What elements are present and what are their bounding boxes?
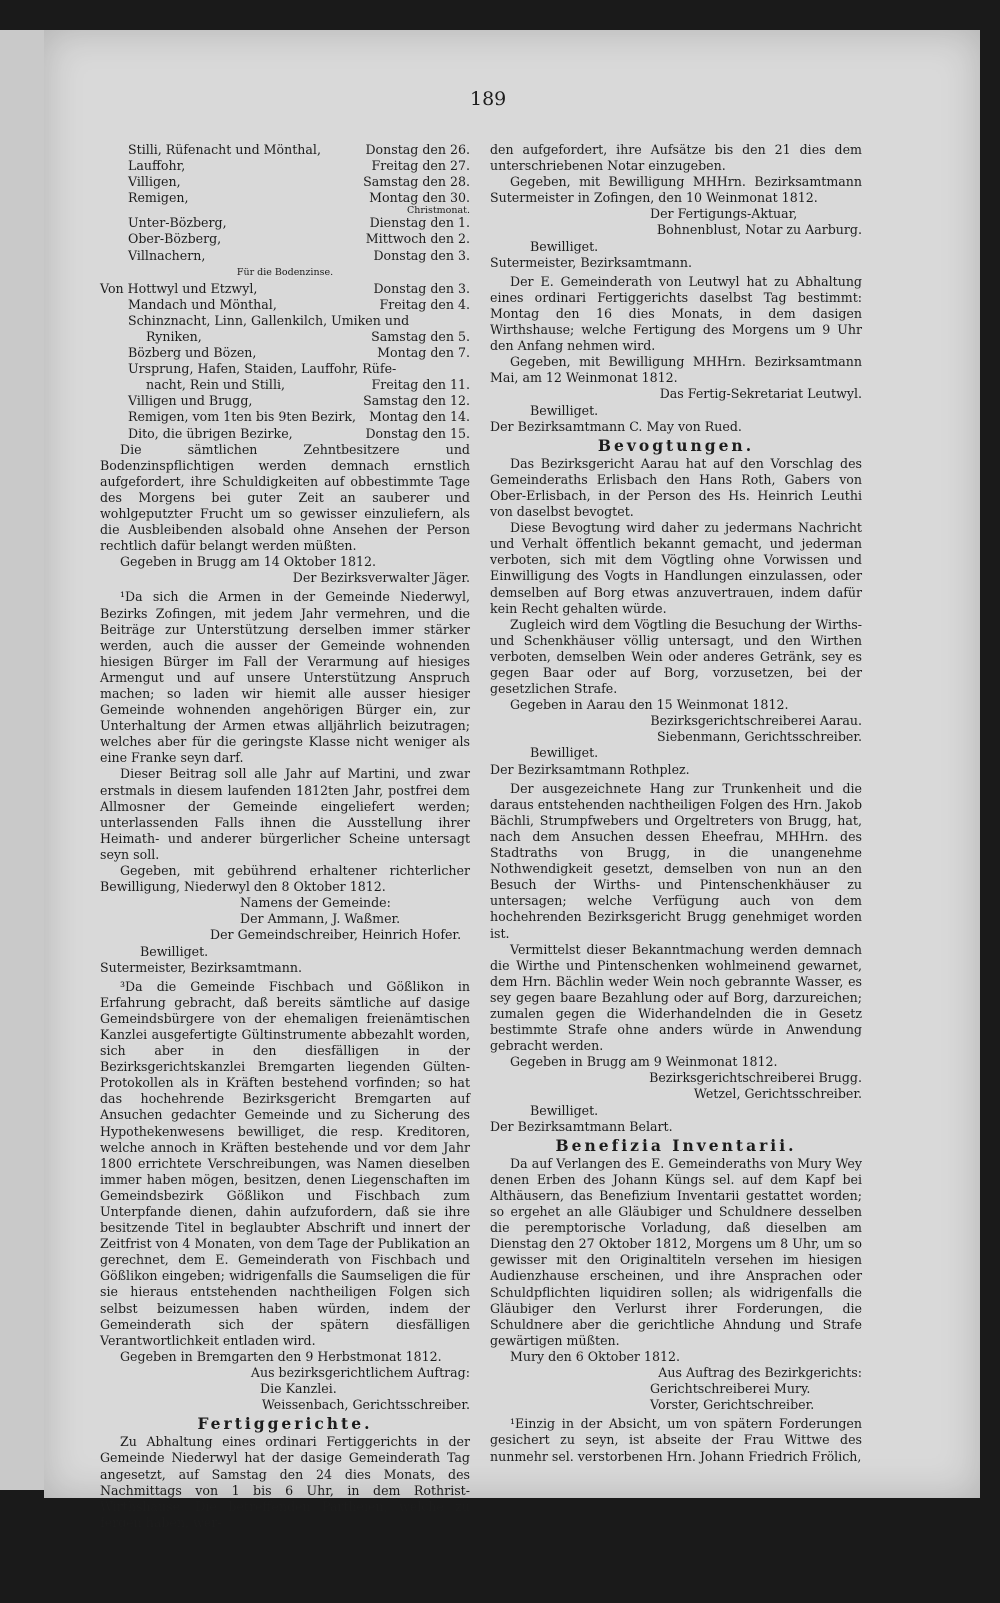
schedule-row: Mandach und Mönthal, Freitag den 4. — [128, 296, 470, 312]
schedule-row: Villnachern, Donstag den 3. — [128, 247, 470, 263]
signature: Die Kanzlei. — [260, 1381, 337, 1397]
signature: Der Bezirksverwalter Jäger. — [292, 570, 470, 586]
date-line: Gegeben, mit Bewilligung MHHrn. Bezirksamtmann Sutermeister in Zofingen, den 10 Weinmonat 1812. — [490, 174, 862, 206]
schedule-row: Villigen und Brugg, Samstag den 12. — [128, 393, 470, 409]
signature: Namens der Gemeinde: — [240, 895, 391, 911]
notice-paragraph: ³Da die Gemeinde Fischbach und Gößlikon in Erfahrung gebracht, daß bereits sämtliche auf dasige Gemeindsbürgere von der ehemaligen freienämtischen Kanzlei ausgefertigte Gültinstrumente abbezahlt worden, sich aber in den diesfälligen in der Bezirksgerichtskanzlei Bremgarten liegenden Gülten-Protokollen als in Kräften bestehend vorfinden; so hat das hochehrende Bezirksgericht Bremgarten auf Ansuchen gedachter Gemeinde und zu Sicherung des Hypothekenwesens bewilliget, die resp. Kreditoren, welche annoch in Kräften bestehende und vor dem Jahr 1800 errichtete Verschreibungen, was Namen dieselben immer haben mögen, besitzen, denen Liegenschaften im Gemeindsbezirk Gößlikon und Fischbach zum Unterpfande dienen, dahin aufzufordern, daß sie ihre besitzende Titel in beglaubter Abschrift und innert der Zeitfrist von 4 Monaten, von dem Tage der Publikation an gerechnet, dem E. Gemeinderath von Fischbach und Gößlikon eingeben; widrigenfalls die Saumseligen die für sie hieraus entstehenden nachtheiligen Folgen sich selbst beizumessen haben würden, indem der Gemeinderath sich der spätern diesfälligen Verantwortlichkeit entladen wird. — [100, 978, 470, 1348]
section-heading: Fertiggerichte. — [197, 1414, 373, 1434]
date-line: Gegeben, mit Bewilligung MHHrn. Bezirksamtmann Mai, am 12 Weinmonat 1812. — [490, 354, 862, 386]
date-line: Gegeben, mit gebührend erhaltener richterlicher Bewilligung, Niederwyl den 8 Oktober 1812. — [100, 863, 470, 895]
signature: Weissenbach, Gerichtsschreiber. — [261, 1397, 470, 1413]
schedule-row: nacht, Rein und Stilli, Freitag den 11. — [146, 377, 470, 393]
schedule-row: Unter-Bözberg, Dienstag den 1. — [128, 215, 470, 231]
schedule-row: Ryniken, Samstag den 5. — [146, 328, 470, 344]
notice-paragraph: ¹Einzig in der Absicht, um von spätern Forderungen gesichert zu seyn, ist abseite der Frau Wittwe des nunmehr sel. verstorbenen Hrn. Johann Friedrich Frölich, — [490, 1416, 862, 1464]
signature: Siebenmann, Gerichtsschreiber. — [657, 729, 862, 745]
date-line: Gegeben in Bremgarten den 9 Herbstmonat 1812. — [120, 1348, 442, 1364]
approval: Bewilliget. — [530, 745, 599, 761]
signature: Vorster, Gerichtschreiber. — [650, 1397, 815, 1413]
signature: Wetzel, Gerichtsschreiber. — [693, 1086, 862, 1102]
date-line: Gegeben in Aarau den 15 Weinmonat 1812. — [510, 697, 789, 713]
schedule-row: Stilli, Rüfenacht und Mönthal, Donstag den 26. — [128, 142, 470, 157]
schedule-list-2 — [100, 281, 470, 442]
notice-paragraph: Vermittelst dieser Bekanntmachung werden demnach die Wirthe und Pintenschenken wohlmeinend gewarnet, dem Hrn. Bächlin weder Wein noch gebrannte Wasser, es sey gegen baare Bezahlung oder auf Borg, darzureichen; zumalen gegen die Widerhandelnden die in Gesetz bestimmte Strafe ohne anders würde in Anwendung gebracht werden. — [490, 941, 862, 1054]
schedule-list-1 — [100, 142, 470, 264]
previous-page-edge — [0, 30, 50, 1490]
notice-paragraph: Zugleich wird dem Vögtling die Besuchung der Wirths- und Schenkhäuser völlig untersagt, und den Wirthen verboten, demselben Wein oder anderes Getränk, sey es gegen Baar oder auf Borg, vorzusetzen, bei der gesetzlichen Strafe. — [490, 616, 862, 697]
date-line: Gegeben in Brugg am 9 Weinmonat 1812. — [510, 1054, 778, 1070]
notice-paragraph: Die sämtlichen Zehntbesitzere und Bodenzinspflichtigen werden demnach ernstlich aufgefordert, ihre Schuldigkeiten auf obbestimmte Tage des Morgens bei guter Zeit an sauberer und wohlgeputzter Frucht um so gewisser einzuliefern, als die Ausbleibenden alsobald ohne Ansehen der Person rechtlich dafür belangt werden müßten. — [100, 441, 470, 554]
date-line: Gegeben in Brugg am 14 Oktober 1812. — [120, 554, 376, 570]
section-heading: Benefizia Inventarii. — [555, 1135, 797, 1155]
signature: Bohnenblust, Notar zu Aarburg. — [656, 222, 862, 238]
left-column — [100, 142, 470, 1531]
schedule-row: Ober-Bözberg, Mittwoch den 2. — [128, 231, 470, 247]
page-number: 189 — [470, 88, 507, 110]
notice-paragraph: den aufgefordert, ihre Aufsätze bis den 21 dies dem unterschriebenen Notar einzugeben. — [490, 142, 862, 174]
schedule-row: Dito, die übrigen Bezirke, Donstag den 15. — [128, 425, 470, 441]
schedule-row-text: Ursprung, Hafen, Staiden, Lauffohr, Rüfe- — [128, 361, 397, 377]
section-subtitle: Für die Bodenzinse. — [236, 266, 334, 278]
schedule-row: Bözberg und Bözen, Montag den 7. — [128, 345, 470, 361]
signature: Der Bezirksamtmann Belart. — [490, 1118, 673, 1134]
right-column — [490, 142, 862, 1465]
schedule-row: Remigen, Montag den 30. — [128, 190, 470, 206]
notice-paragraph: Zu Abhaltung eines ordinari Fertiggerichts in der Gemeinde Niederwyl hat der dasige Gemeinderath Tag angesetzt, auf Samstag den 24 dies Monats, des Nachmittags von 1 bis 6 Uhr, in dem Rothrist-Wirthshause. Die betreffenden Partheien, welche zu fergen haben, wer- — [100, 1434, 470, 1530]
signature: Der Bezirksamtmann Rothplez. — [490, 761, 690, 777]
approval: Bewilliget. — [530, 238, 599, 254]
month-label: Christmonat. — [406, 205, 470, 217]
notice-paragraph: Der ausgezeichnete Hang zur Trunkenheit und die daraus entstehenden nachtheiligen Folgen des Hrn. Jakob Bächli, Strumpfwebers und Orgeltreters von Brugg, hat, nach dem Ansuchen dessen Eheefrau, MHHrn. des Stadtraths von Brugg, in die unangenehme Nothwendigkeit gesetzt, demselben von nun an den Besuch der Wirths- und Pintenschenkhäuser zu untersagen; welche Verfügung auch von dem hochehrenden Bezirksgericht Brugg genehmiget worden ist. — [490, 780, 862, 941]
signature: Das Fertig-Sekretariat Leutwyl. — [659, 386, 862, 402]
date-line: Mury den 6 Oktober 1812. — [510, 1348, 680, 1364]
section-heading: Bevogtungen. — [597, 435, 755, 455]
schedule-row: Remigen, vom 1ten bis 9ten Bezirk, Montag den 14. — [128, 409, 470, 425]
signature: Sutermeister, Bezirksamtmann. — [100, 959, 302, 975]
schedule-row: Lauffohr, Freitag den 27. — [128, 158, 470, 174]
notice-paragraph: Der E. Gemeinderath von Leutwyl hat zu Abhaltung eines ordinari Fertiggerichts daselbst Tag bestimmt: Montag den 16 dies Monats, in dem dasigen Wirthshause; welche Fertigung des Morgens um 9 Uhr den Anfang nehmen wird. — [490, 273, 862, 354]
notice-paragraph: Diese Bevogtung wird daher zu jedermans Nachricht und Verhalt öffentlich bekannt gemacht, und jederman verboten, sich mit dem Vögtling ohne Vorwissen und Einwilligung des Vogts in Handlungen einzulassen, oder demselben auf Borg etwas anzuvertrauen, indem dafür kein Recht gehalten würde. — [490, 520, 862, 616]
signature: Aus bezirksgerichtlichem Auftrag: — [250, 1364, 470, 1380]
notice-paragraph: Dieser Beitrag soll alle Jahr auf Martini, und zwar erstmals in diesem laufenden 1812ten Jahr, postfrei dem Allmosner der Gemeinde eingeliefert werden; unterlassenden Falls ihnen die Ausstellung ihrer Heimath- und anderer bürgerlicher Scheine untersagt seyn soll. — [100, 766, 470, 862]
notice-paragraph: Das Bezirksgericht Aarau hat auf den Vorschlag des Gemeinderaths Erlisbach den Hans Roth, Gabers von Ober-Erlisbach, in der Person des Hs. Heinrich Leuthi von daselbst bevogtet. — [490, 455, 862, 520]
signature: Der Fertigungs-Aktuar, — [650, 206, 798, 222]
approval: Bewilliget. — [140, 943, 209, 959]
approval: Bewilliget. — [530, 402, 599, 418]
signature: Bezirksgerichtschreiberei Aarau. — [650, 713, 862, 729]
signature: Der Ammann, J. Waßmer. — [240, 911, 401, 927]
approval: Bewilliget. — [530, 1102, 599, 1118]
notice-paragraph: Da auf Verlangen des E. Gemeinderaths von Mury Wey denen Erben des Johann Küngs sel. auf dem Kapf bei Althäusern, das Benefizium Inventarii gestattet worden; so ergehet an alle Gläubiger und Schuldnere desselben die peremptorische Vorladung, daß dieselben am Dienstag den 27 Oktober 1812, Morgens um 8 Uhr, um so gewisser mit den Originaltiteln versehen im hiesigen Audienzhause erscheinen, und ihre Ansprachen oder Schuldpflichten liquidiren sollen; als widrigenfalls die Gläubiger den Verlurst ihrer Forderungen, die Schuldnere aber die gerichtliche Ahndung und Strafe gewärtigen müßten. — [490, 1155, 862, 1348]
signature: Bezirksgerichtschreiberei Brugg. — [649, 1070, 862, 1086]
signature: Der Bezirksamtmann C. May von Rued. — [490, 418, 742, 434]
notice-paragraph: ¹Da sich die Armen in der Gemeinde Niederwyl, Bezirks Zofingen, mit jedem Jahr vermehren, und die Beiträge zur Unterstützung derselben immer stärker werden, auch die ausser der Gemeinde wohnenden hiesigen Bürger im Fall der Verarmung auf hiesiges Armengut und auf unsere Unterstützung Anspruch machen; so laden wir hiemit alle ausser hiesiger Gemeinde wohnenden angehörigen Bürger ein, zur Unterhaltung der Armen etwas alljährlich beizutragen; welches aber für die geringste Klasse nicht weniger als eine Franke seyn darf. — [100, 589, 470, 766]
signature: Aus Auftrag des Bezirkgerichts: — [658, 1365, 862, 1381]
signature: Sutermeister, Bezirksamtmann. — [490, 254, 692, 270]
signature: Gerichtschreiberei Mury. — [650, 1381, 811, 1397]
schedule-row-text: Schinznacht, Linn, Gallenkilch, Umiken und — [128, 312, 410, 328]
schedule-row: Von Hottwyl und Etzwyl, Donstag den 3. — [100, 280, 470, 296]
signature: Der Gemeindschreiber, Heinrich Hofer. — [210, 927, 462, 943]
schedule-row: Villigen, Samstag den 28. — [128, 174, 470, 190]
